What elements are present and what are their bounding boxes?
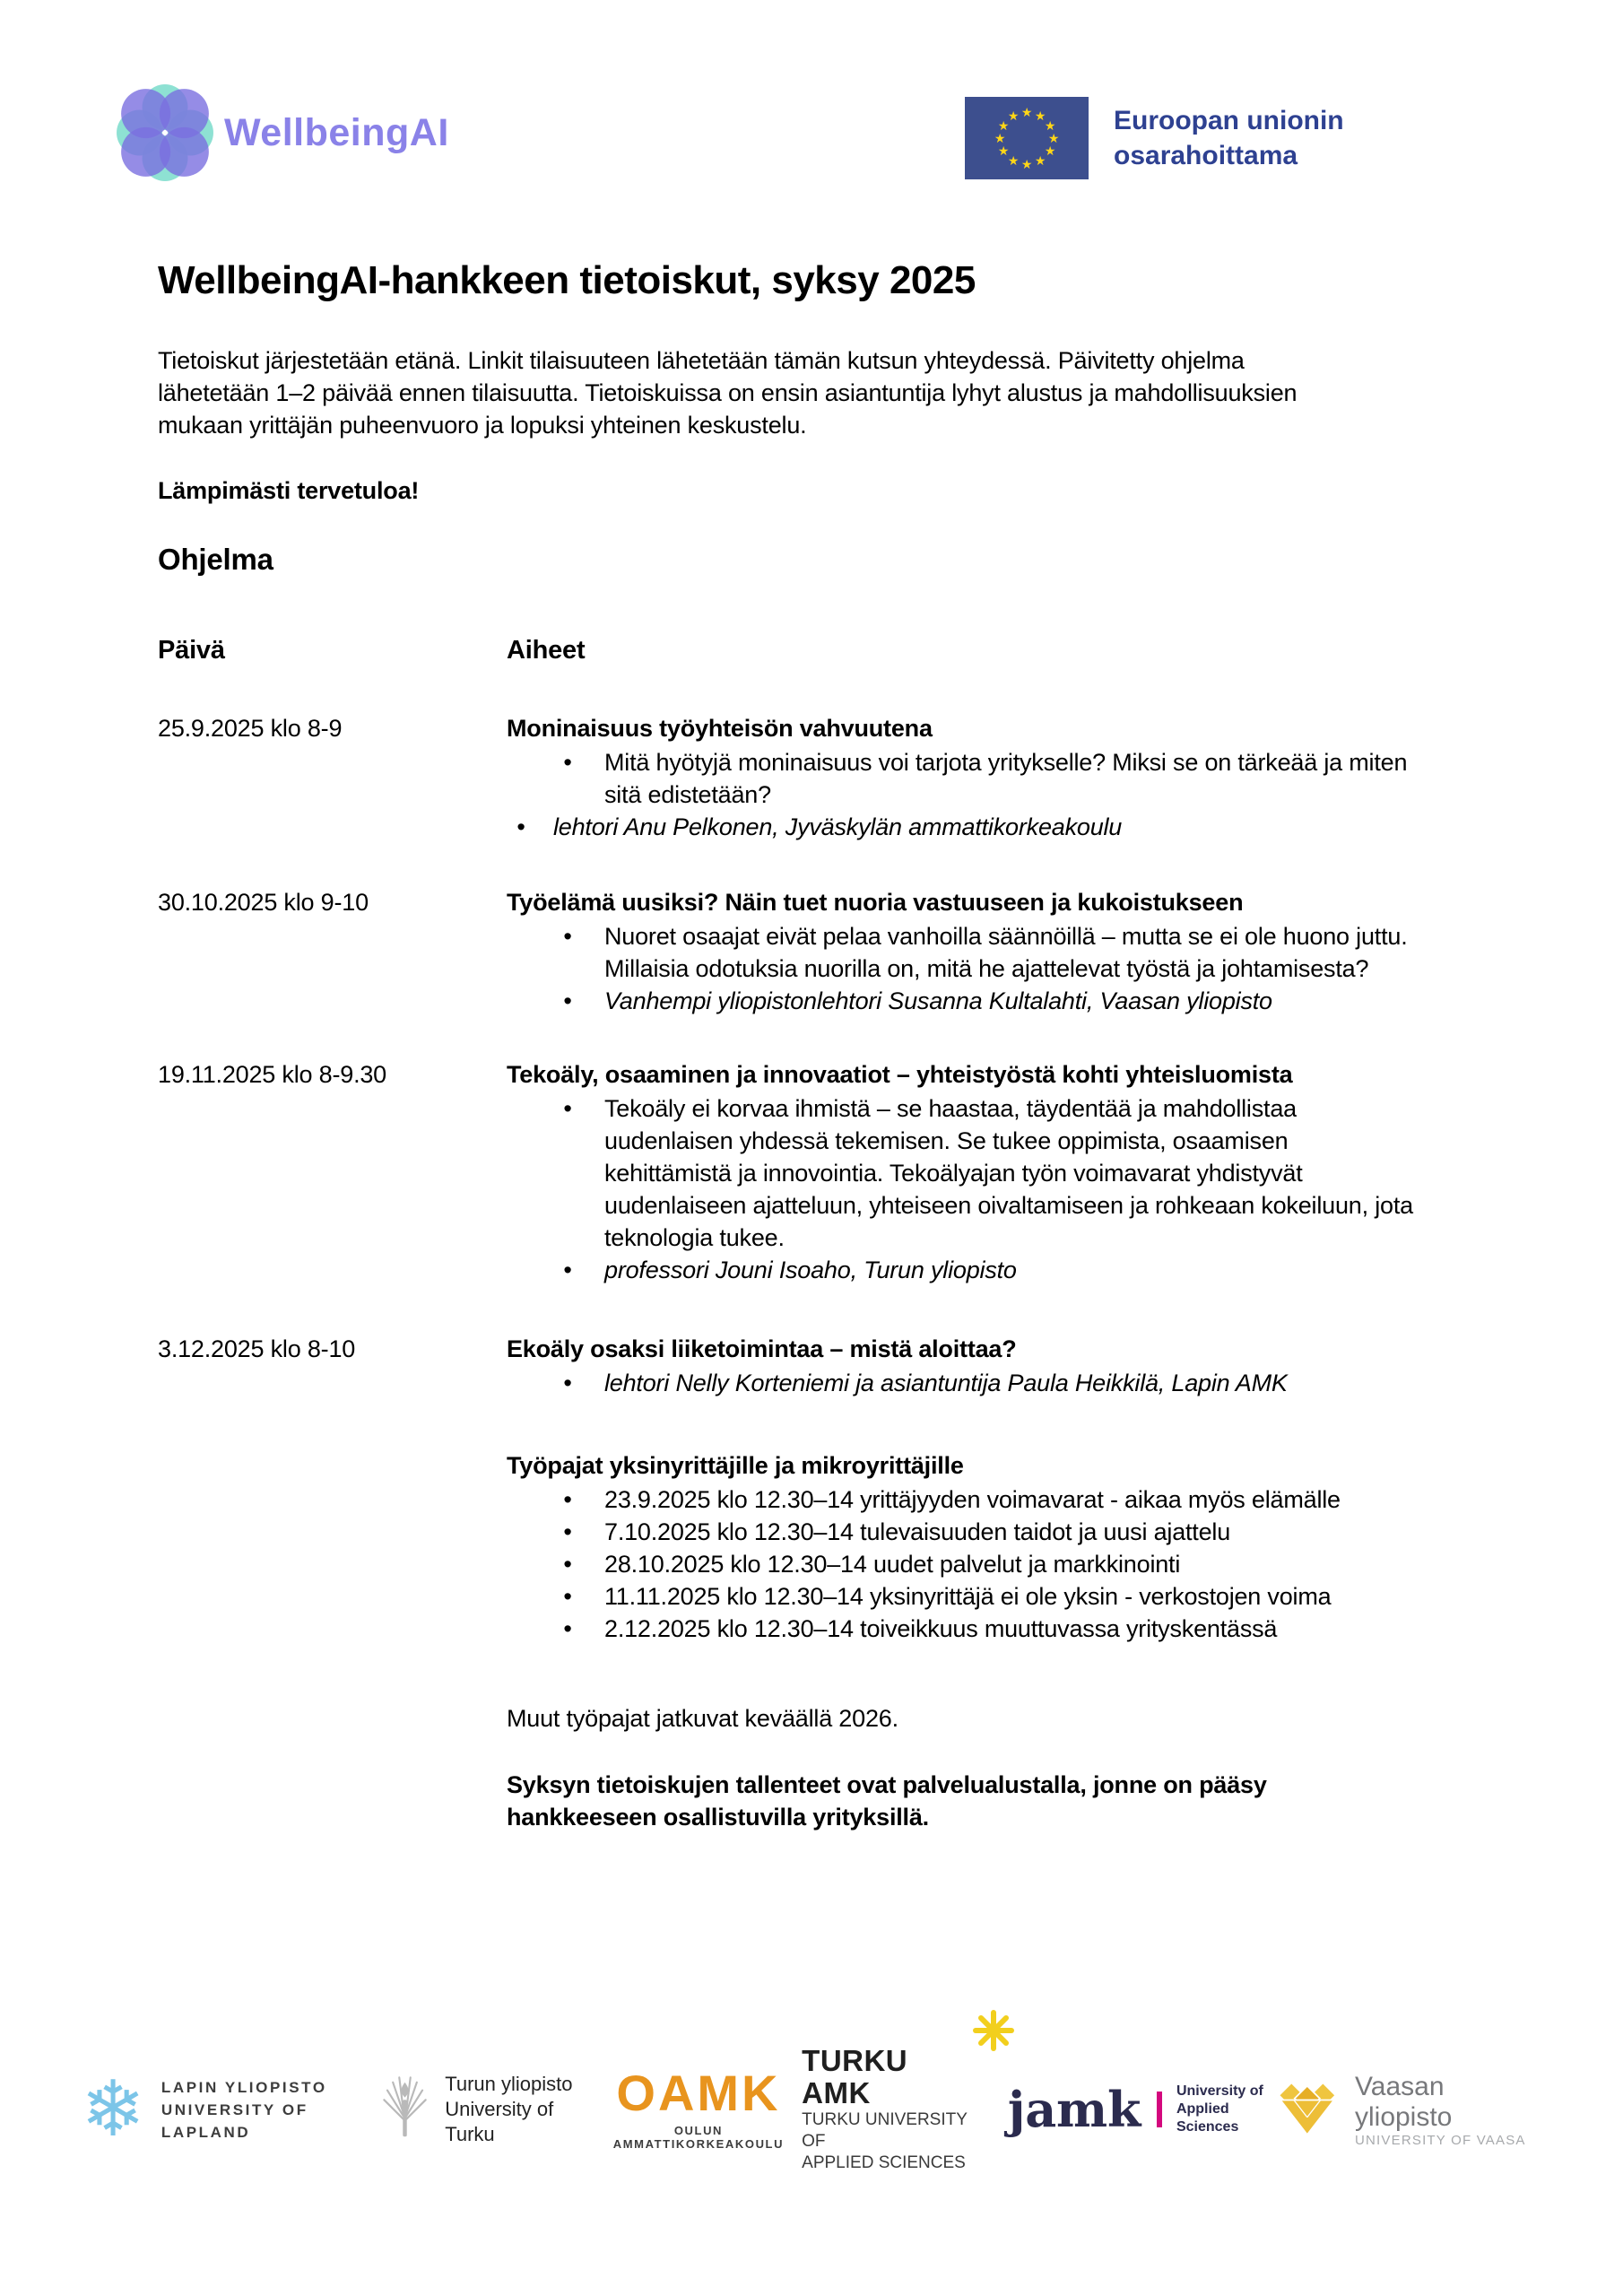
- jamk-subtext-line1: University of: [1176, 2083, 1263, 2099]
- page-title: WellbeingAI-hankkeen tietoiskut, syksy 2025: [158, 258, 976, 302]
- workshop-text: 2.12.2025 klo 12.30–14 toiveikkuus muuttuvassa yrityskentässä: [604, 1615, 1278, 1642]
- welcome-line: Lämpimästi tervetuloa!: [158, 477, 420, 504]
- session-date: 3.12.2025 klo 8-10: [158, 1335, 356, 1362]
- eu-text-line1: Euroopan unionin: [1114, 106, 1344, 135]
- session-date: 25.9.2025 klo 8-9: [158, 715, 343, 742]
- vaasa-line1: Vaasan yliopisto: [1354, 2071, 1453, 2132]
- lapland-logo-text: [161, 2076, 379, 2144]
- eu-text-line2: osarahoittama: [1114, 141, 1298, 170]
- session-speaker: [507, 1254, 1439, 1286]
- session-speaker: [507, 985, 1439, 1017]
- session-bullet: [507, 746, 1439, 811]
- session-content: [507, 1333, 1439, 1833]
- workshop-text: 23.9.2025 klo 12.30–14 yrittäjyyden voimavarat - aikaa myös elämälle: [604, 1486, 1341, 1513]
- bullet-icon: •: [563, 1370, 572, 1396]
- workshops-heading: Työpajat yksinyrittäjille ja mikroyrittäjille: [507, 1452, 964, 1479]
- jamk-wordmark: jamk: [1007, 2081, 1141, 2138]
- column-header-date: Päivä: [158, 636, 225, 665]
- session-bullet: [507, 920, 1439, 985]
- svg-text:★: ★: [1020, 158, 1033, 172]
- svg-text:★: ★: [1034, 109, 1046, 124]
- bullet-icon: •: [516, 813, 525, 840]
- document-body: [158, 258, 1485, 1833]
- svg-text:★: ★: [997, 144, 1010, 159]
- session-content: [507, 1058, 1439, 1286]
- oamk-wordmark: OAMK: [616, 2065, 781, 2121]
- session-speaker: [507, 1367, 1439, 1399]
- eu-funding-badge: [965, 97, 1344, 179]
- speaker-text: lehtori Anu Pelkonen, Jyväskylän ammattikorkeakoulu: [553, 813, 1123, 840]
- session-date: 30.10.2025 klo 9-10: [158, 889, 369, 916]
- bullet-icon: •: [563, 1551, 572, 1578]
- recordings-note: Syksyn tietoiskujen tallenteet ovat palvelualustalla, jonne on pääsy hankkeeseen osallistuvilla yrityksillä.: [507, 1771, 1267, 1831]
- session-content: [507, 886, 1439, 1017]
- svg-text:★: ★: [994, 132, 1006, 146]
- oamk-subtext: OULUN AMMATTIKORKEAKOULU: [612, 2124, 785, 2151]
- column-header-topics: Aiheet: [507, 636, 586, 665]
- table-row: [158, 886, 1485, 1017]
- speaker-text: Vanhempi yliopistonlehtori Susanna Kultalahti, Vaasan yliopisto: [604, 987, 1272, 1014]
- logo-university-of-turku: [379, 2069, 595, 2150]
- session-title: Tekoäly, osaaminen ja innovaatiot – yhteistyöstä kohti yhteisluomista: [507, 1061, 1293, 1088]
- vaasa-line2: UNIVERSITY OF VAASA: [1354, 2132, 1526, 2148]
- svg-text:★: ★: [1047, 132, 1060, 146]
- svg-text:★: ★: [1034, 154, 1046, 169]
- bullet-icon: •: [563, 1615, 572, 1642]
- turku-uni-logo-text: [445, 2072, 595, 2147]
- bullet-text: Tekoäly ei korvaa ihmistä – se haastaa, täydentää ja mahdollistaa uudenlaisen yhdessä tekemisen. Se tukee oppimista, osaamisen kehittämistä ja innovointia. Tekoälyajan työn voimavarat yhdistyvät uudenlaiseen ajatteluun, yhteiseen oivaltamiseen ja rohkeaan kokeiluun, jota teknologia tukee.: [604, 1095, 1413, 1251]
- lapland-line1: LAPIN YLIOPISTO: [161, 2078, 327, 2096]
- svg-text:★: ★: [1044, 119, 1056, 134]
- logo-jamk: [1008, 2083, 1274, 2136]
- speaker-text: lehtori Nelly Korteniemi ja asiantuntija Paula Heikkilä, Lapin AMK: [604, 1370, 1288, 1396]
- bullet-icon: •: [563, 923, 572, 950]
- jamk-subtext: [1176, 2083, 1274, 2136]
- workshop-item: [507, 1613, 1439, 1645]
- bullet-icon: •: [563, 1583, 572, 1610]
- turku-uni-line2: University of Turku: [445, 2098, 554, 2145]
- session-content: [507, 712, 1439, 843]
- bullet-icon: •: [563, 1095, 572, 1122]
- svg-text:★: ★: [1007, 154, 1020, 169]
- session-title: Työelämä uusiksi? Näin tuet nuoria vastuuseen ja kukoistukseen: [507, 889, 1244, 916]
- table-row: [158, 712, 1485, 843]
- svg-text:★: ★: [1044, 144, 1056, 159]
- svg-text:★: ★: [1020, 106, 1033, 120]
- svg-text:★: ★: [1007, 109, 1020, 124]
- workshops-note: Muut työpajat jatkuvat keväällä 2026.: [507, 1705, 898, 1732]
- table-header-row: [158, 634, 1485, 667]
- eu-flag-icon: [965, 97, 1089, 179]
- session-bullet: [507, 1092, 1439, 1254]
- speaker-text: professori Jouni Isoaho, Turun yliopisto: [604, 1257, 1017, 1283]
- bullet-icon: •: [563, 987, 572, 1014]
- intro-paragraph: Tietoiskut järjestetään etänä. Linkit tilaisuuteen lähetetään tämän kutsun yhteydessä. Päivitetty ohjelma lähetetään 1–2 päivää ennen tilaisuutta. Tietoiskuissa on ensin asiantuntija lyhyt alustus ja mahdollisuuksien mukaan yrittäjän puheenvuoro ja lopuksi yhteinen keskustelu.: [158, 347, 1298, 439]
- workshop-item: [507, 1483, 1439, 1516]
- bullet-icon: •: [563, 1518, 572, 1545]
- session-title: Moninaisuus työyhteisön vahvuutena: [507, 715, 933, 742]
- vaasa-logo-text: [1355, 2072, 1533, 2148]
- workshop-item: [507, 1580, 1439, 1613]
- bullet-icon: •: [563, 1257, 572, 1283]
- jamk-subtext-line2: Applied Sciences: [1176, 2101, 1239, 2135]
- workshop-text: 11.11.2025 klo 12.30–14 yksinyrittäjä ei ole yksin - verkostojen voima: [604, 1583, 1332, 1610]
- lapland-line2: UNIVERSITY OF LAPLAND: [161, 2100, 308, 2141]
- wellbeingai-logo: [115, 83, 449, 183]
- workshop-text: 28.10.2025 klo 12.30–14 uudet palvelut ja markkinointi: [604, 1551, 1181, 1578]
- table-row: [158, 1333, 1485, 1833]
- turku-uni-line1: Turun yliopisto: [445, 2073, 573, 2095]
- logo-turku-amk: [802, 2045, 1008, 2174]
- table-row: [158, 1058, 1485, 1286]
- logo-oamk: [595, 2065, 802, 2151]
- turku-amk-wordmark: TURKU AMK: [802, 2044, 908, 2109]
- bullet-text: Nuoret osaajat eivät pelaa vanhoilla säännöillä – mutta se ei ole huono juttu. Millaisia odotuksia nuorilla on, mitä he ajattelevat työstä ja johtamisesta?: [604, 923, 1408, 982]
- brand-wordmark: WellbeingAI: [224, 110, 449, 154]
- session-speaker: [507, 811, 1439, 843]
- flower-logo-icon: [115, 83, 215, 183]
- workshop-item: [507, 1548, 1439, 1580]
- program-heading: Ohjelma: [158, 543, 273, 576]
- snowflake-icon: ❄: [81, 2065, 145, 2154]
- partner-logos-footer: [0, 2044, 1623, 2172]
- workshop-item: [507, 1516, 1439, 1548]
- workshop-text: 7.10.2025 klo 12.30–14 tulevaisuuden taidot ja uusi ajattelu: [604, 1518, 1231, 1545]
- session-date: 19.11.2025 klo 8-9.30: [158, 1061, 387, 1088]
- turku-amk-subtext-line2: APPLIED SCIENCES: [802, 2153, 966, 2172]
- bullet-icon: •: [563, 749, 572, 776]
- logo-university-of-lapland: [81, 2065, 379, 2154]
- torch-icon: [379, 2069, 430, 2150]
- bullet-text: Mitä hyötyjä moninaisuus voi tarjota yritykselle? Miksi se on tärkeää ja miten sitä edistetään?: [604, 749, 1408, 808]
- bullet-icon: •: [563, 1486, 572, 1513]
- logo-university-of-vaasa: [1274, 2072, 1533, 2148]
- heart-mosaic-icon: [1274, 2074, 1341, 2145]
- jamk-divider-bar: [1157, 2092, 1162, 2127]
- session-title: Ekoäly osaksi liiketoimintaa – mistä aloittaa?: [507, 1335, 1017, 1362]
- turku-amk-asterisk-icon: [972, 2009, 1015, 2052]
- eu-funding-text: [1114, 103, 1344, 173]
- svg-text:★: ★: [997, 119, 1010, 134]
- turku-amk-subtext-line1: TURKU UNIVERSITY OF: [802, 2110, 968, 2151]
